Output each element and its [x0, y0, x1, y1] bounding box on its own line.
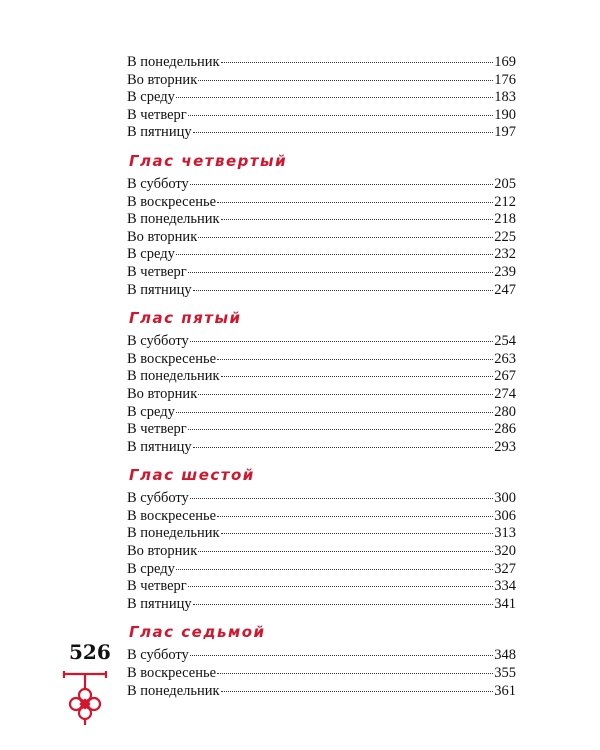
toc-entry[interactable]	[127, 421, 516, 439]
toc-entry-label: В пятницу	[127, 438, 192, 455]
toc-entry-page: 334	[494, 578, 516, 595]
toc-entry[interactable]	[127, 490, 516, 508]
dot-leader	[193, 132, 494, 133]
dot-leader	[221, 219, 494, 220]
toc-entry-page: 320	[494, 543, 516, 560]
toc-entry[interactable]	[127, 543, 516, 561]
toc-entry-page: 205	[494, 175, 516, 192]
toc-entry-page: 263	[494, 350, 516, 367]
toc-entry-label: В понедельник	[127, 211, 220, 228]
toc-entry-label: В четверг	[127, 263, 187, 280]
toc-entry[interactable]	[127, 578, 516, 596]
toc-entry-label: Во вторник	[127, 71, 198, 88]
dot-leader	[198, 394, 493, 395]
toc-entry[interactable]	[127, 561, 516, 579]
toc-entry-label: В понедельник	[127, 525, 220, 542]
toc-entry-label: Во вторник	[127, 385, 198, 402]
toc-entry[interactable]	[127, 647, 516, 665]
toc-entry-label: В пятницу	[127, 281, 192, 298]
toc-entry[interactable]	[127, 54, 516, 72]
toc-entry-label: В субботу	[127, 490, 189, 507]
toc-entry[interactable]	[127, 525, 516, 543]
toc-entry-label: В среду	[127, 89, 175, 106]
toc-entry[interactable]	[127, 508, 516, 526]
toc-entry-page: 197	[494, 124, 516, 141]
toc-entry-page: 169	[494, 54, 516, 70]
toc-entry[interactable]	[127, 386, 516, 404]
toc-entry-label: В воскресенье	[127, 193, 217, 210]
table-of-contents	[127, 54, 516, 700]
dot-leader	[221, 62, 494, 63]
dot-leader	[176, 412, 493, 413]
toc-entry-page: 274	[494, 385, 516, 402]
toc-entry-page: 361	[494, 682, 516, 699]
toc-entry-page: 355	[494, 665, 516, 682]
toc-entry[interactable]	[127, 596, 516, 614]
toc-entry-label: В понедельник	[127, 368, 220, 385]
toc-entry-page: 247	[494, 281, 516, 298]
toc-entry-label: В воскресенье	[127, 507, 217, 524]
toc-entry-label: Во вторник	[127, 543, 198, 560]
dot-leader	[193, 447, 494, 448]
dot-leader	[190, 184, 493, 185]
toc-entry[interactable]	[127, 683, 516, 701]
dot-leader	[198, 551, 493, 552]
dot-leader	[193, 604, 494, 605]
toc-entry-page: 225	[494, 228, 516, 245]
dot-leader	[217, 202, 493, 203]
dot-leader	[193, 290, 494, 291]
toc-entry-page: 212	[494, 193, 516, 210]
dot-leader	[221, 376, 494, 377]
toc-entry[interactable]	[127, 264, 516, 282]
toc-entry-page: 218	[494, 211, 516, 228]
toc-entry-page: 306	[494, 507, 516, 524]
toc-entry-label: В субботу	[127, 333, 189, 350]
dot-leader	[217, 359, 493, 360]
toc-entry[interactable]	[127, 665, 516, 683]
toc-entry[interactable]	[127, 351, 516, 369]
toc-entry-label: В понедельник	[127, 682, 220, 699]
toc-entry[interactable]	[127, 282, 516, 300]
toc-entry-page: 286	[494, 421, 516, 438]
ornament-icon	[62, 670, 108, 726]
toc-entry-label: В среду	[127, 246, 175, 263]
toc-entry-label: В субботу	[127, 647, 189, 664]
toc-entry-label: Во вторник	[127, 228, 198, 245]
dot-leader	[188, 586, 493, 587]
dot-leader	[176, 569, 493, 570]
toc-entry[interactable]	[127, 229, 516, 247]
toc-entry[interactable]	[127, 124, 516, 142]
toc-entry[interactable]	[127, 246, 516, 264]
toc-entry-page: 232	[494, 246, 516, 263]
toc-entry-page: 327	[494, 560, 516, 577]
toc-entry-page: 267	[494, 368, 516, 385]
dot-leader	[198, 237, 493, 238]
section-heading: Глас шестой	[129, 466, 255, 485]
dot-leader	[217, 516, 493, 517]
toc-entry-label: В воскресенье	[127, 665, 217, 682]
toc-entry-label: В среду	[127, 560, 175, 577]
toc-entry-page: 183	[494, 89, 516, 106]
dot-leader	[190, 655, 493, 656]
toc-entry-label: В пятницу	[127, 124, 192, 141]
dot-leader	[176, 97, 493, 98]
toc-entry-page: 280	[494, 403, 516, 420]
toc-entry[interactable]	[127, 211, 516, 229]
toc-entry[interactable]	[127, 89, 516, 107]
dot-leader	[176, 254, 493, 255]
toc-entry-label: В понедельник	[127, 54, 220, 70]
dot-leader	[188, 115, 493, 116]
section-heading: Глас четвертый	[129, 151, 288, 170]
section-heading: Глас седьмой	[129, 623, 266, 642]
toc-entry[interactable]	[127, 368, 516, 386]
toc-entry-page: 254	[494, 333, 516, 350]
toc-entry[interactable]	[127, 333, 516, 351]
page-number: 526	[69, 640, 111, 664]
toc-entry-page: 176	[494, 71, 516, 88]
toc-entry-label: В четверг	[127, 106, 187, 123]
toc-entry-label: В четверг	[127, 421, 187, 438]
toc-entry-page: 313	[494, 525, 516, 542]
toc-entry-page: 348	[494, 647, 516, 664]
toc-entry-label: В субботу	[127, 175, 189, 192]
section-heading: Глас пятый	[129, 309, 242, 328]
toc-entry[interactable]	[127, 194, 516, 212]
toc-entry-page: 341	[494, 595, 516, 612]
dot-leader	[188, 429, 493, 430]
toc-entry-label: В среду	[127, 403, 175, 420]
toc-entry[interactable]	[127, 404, 516, 422]
toc-entry-page: 190	[494, 106, 516, 123]
dot-leader	[190, 341, 493, 342]
dot-leader	[221, 533, 494, 534]
dot-leader	[190, 498, 493, 499]
toc-entry[interactable]	[127, 72, 516, 90]
toc-entry-label: В пятницу	[127, 595, 192, 612]
toc-entry[interactable]	[127, 107, 516, 125]
dot-leader	[221, 691, 494, 692]
dot-leader	[198, 80, 493, 81]
dot-leader	[217, 673, 493, 674]
toc-entry-page: 300	[494, 490, 516, 507]
toc-entry[interactable]	[127, 439, 516, 457]
toc-entry-page: 293	[494, 438, 516, 455]
toc-entry-label: В воскресенье	[127, 350, 217, 367]
toc-entry-label: В четверг	[127, 578, 187, 595]
toc-entry-page: 239	[494, 263, 516, 280]
dot-leader	[188, 272, 493, 273]
toc-entry[interactable]	[127, 176, 516, 194]
